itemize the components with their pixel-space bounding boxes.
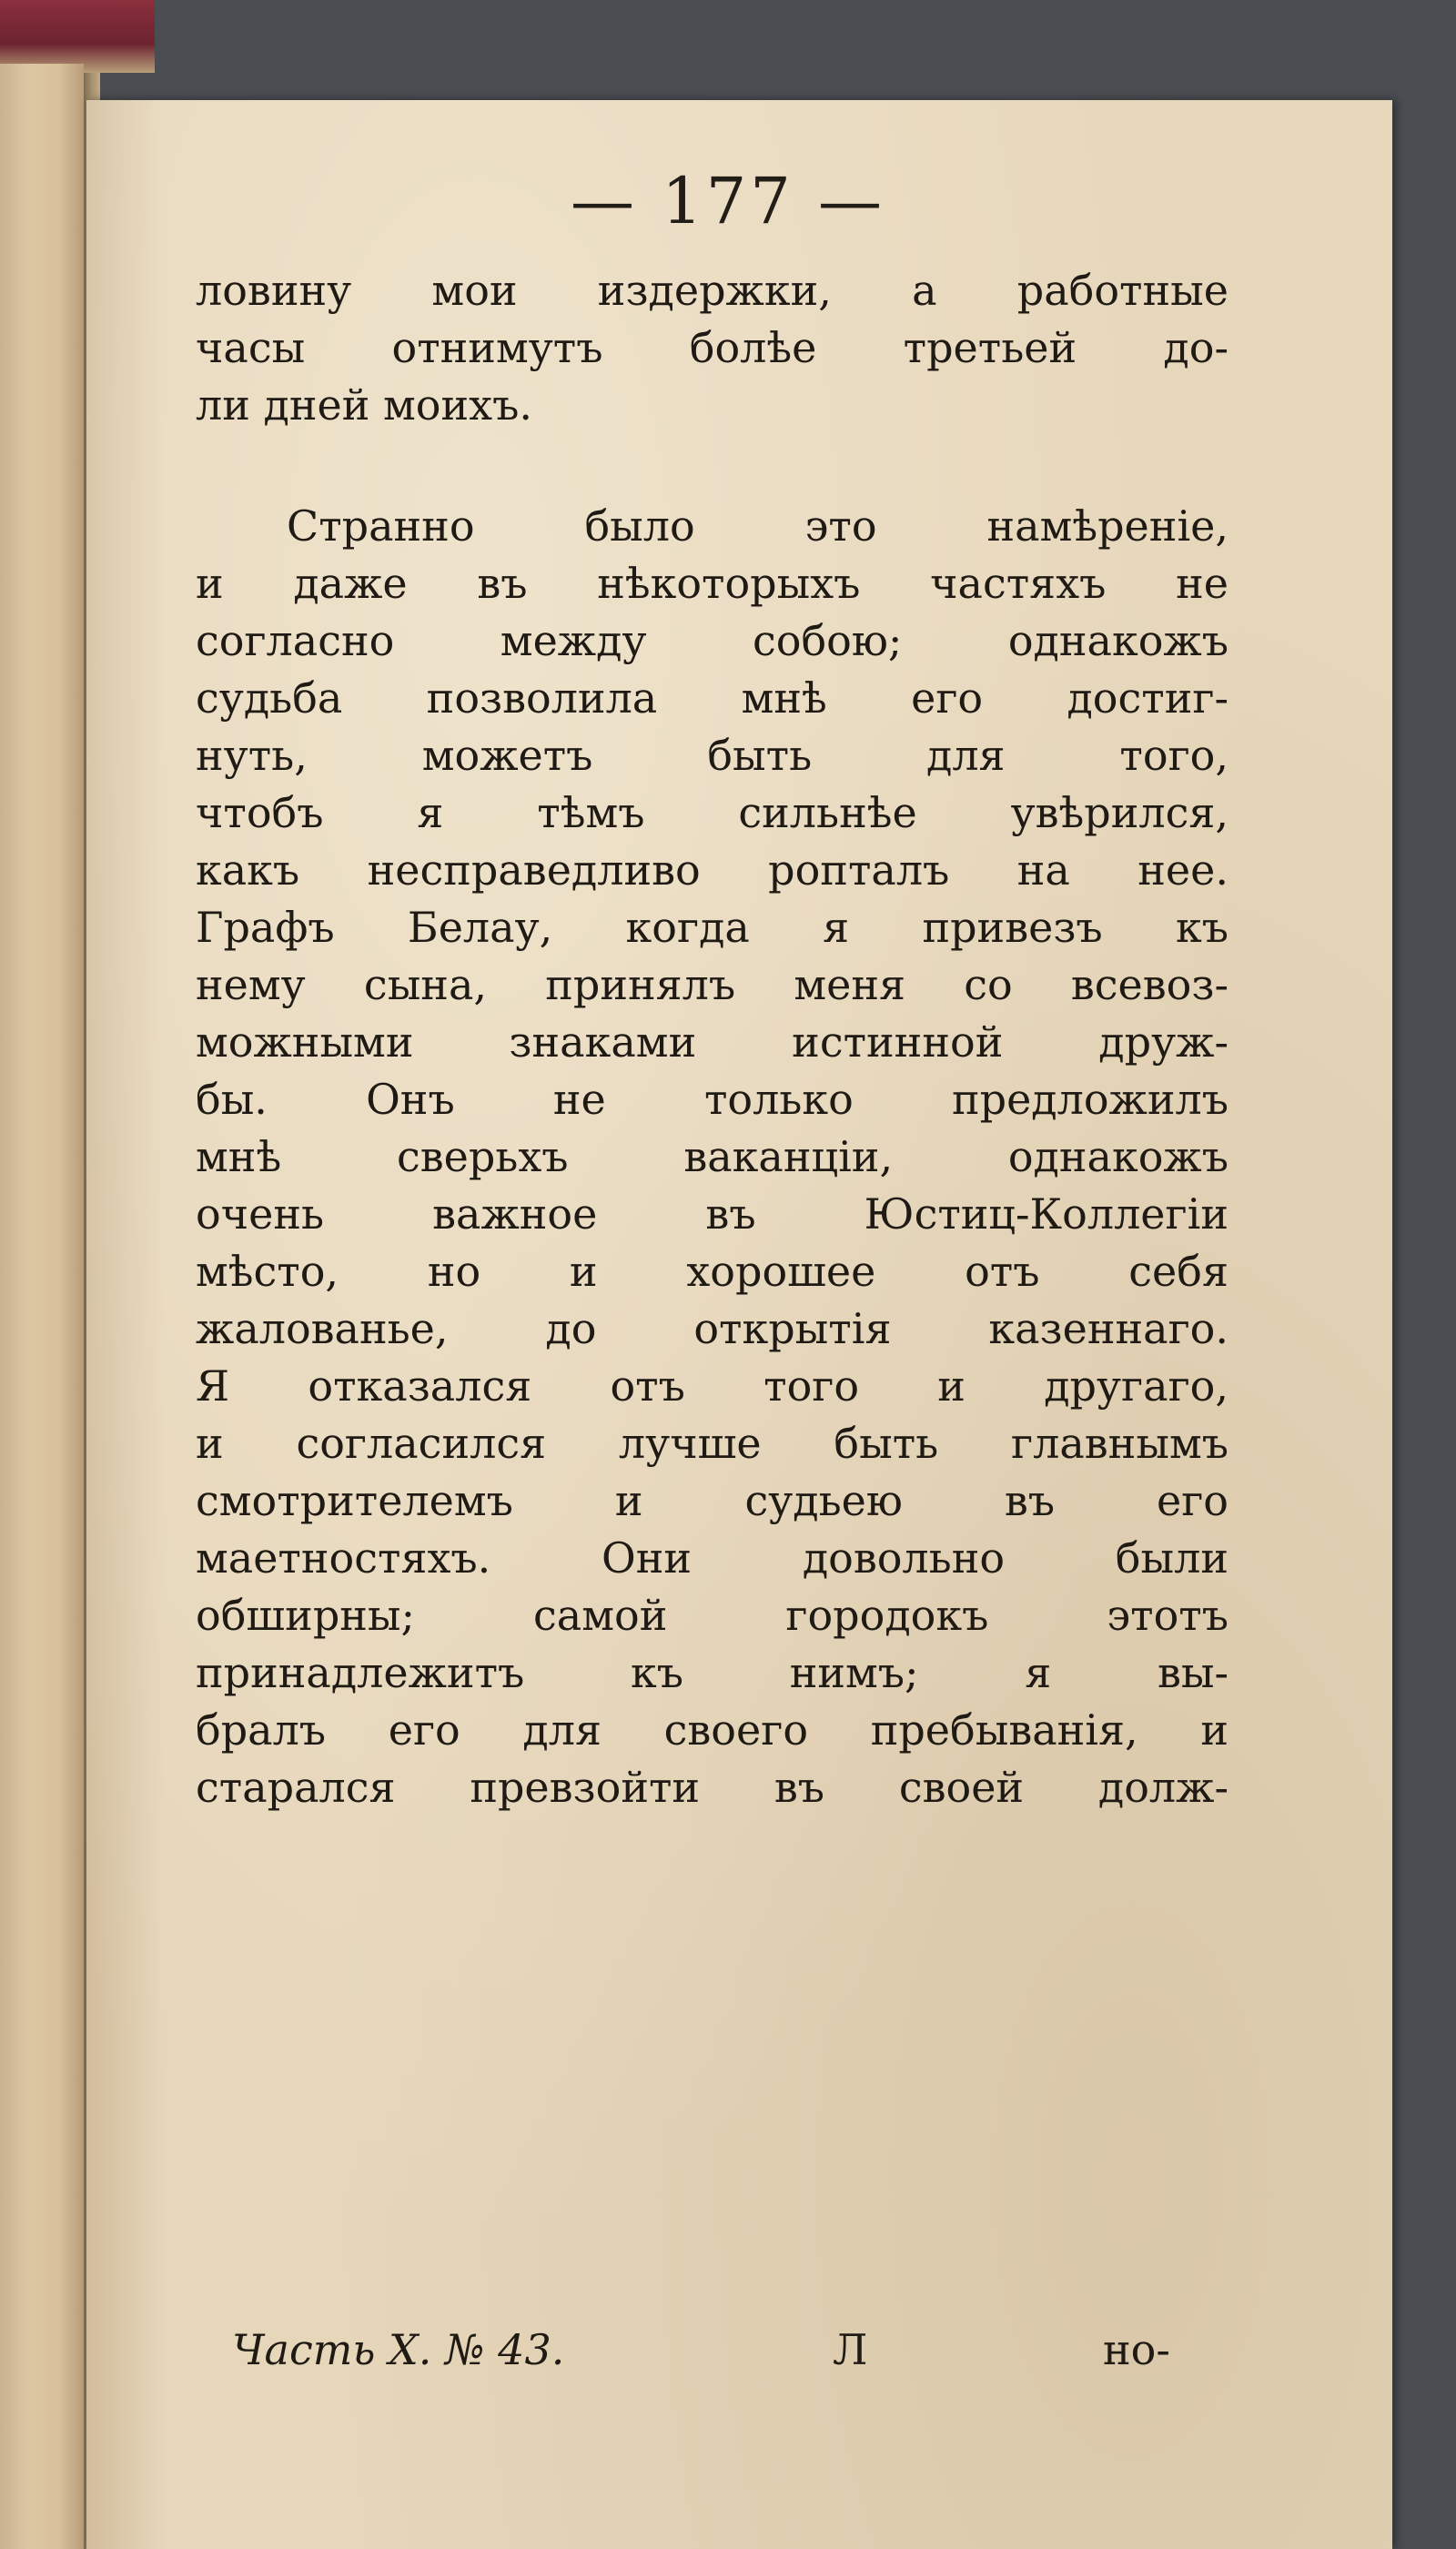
text-line: чтобъ я тѣмъ сильнѣе увѣрился, <box>196 788 1228 837</box>
text-line: маетностяхъ. Они довольно были <box>196 1533 1228 1583</box>
text-line: нуть, можетъ быть для того, <box>196 731 1228 780</box>
text-line: старался превзойти въ своей долж- <box>196 1763 1228 1812</box>
text-line: и согласился лучше быть главнымъ <box>196 1419 1228 1468</box>
text-line: Я отказался отъ того и другаго, <box>196 1361 1228 1411</box>
signature-part-number: Часть X. № 43. <box>232 2325 565 2374</box>
text-line: Графъ Белау, когда я привезъ къ <box>196 903 1228 952</box>
text-line: судьба позволила мнѣ его достиг- <box>196 673 1228 723</box>
text-line: можными знаками истинной друж- <box>196 1017 1228 1067</box>
text-line: смотрителемъ и судьею въ его <box>196 1476 1228 1525</box>
signature-mark: Л <box>833 2325 868 2374</box>
text-line: очень важное въ Юстиц-Коллегіи <box>196 1189 1228 1239</box>
text-line: бралъ его для своего пребыванія, и <box>196 1705 1228 1755</box>
text-line: обширны; самой городокъ этотъ <box>196 1591 1228 1640</box>
text-line: и даже въ нѣкоторыхъ частяхъ не <box>196 559 1228 608</box>
paragraph-gap <box>196 434 1228 498</box>
text-line: ловину мои издержки, а работные <box>196 266 1228 315</box>
previous-page-edge <box>0 64 84 2549</box>
text-line: мѣсто, но и хорошее отъ себя <box>196 1247 1228 1296</box>
page-body-text <box>196 262 1228 1816</box>
previous-page-top-edge <box>0 0 155 73</box>
text-line: принадлежитъ къ нимъ; я вы- <box>196 1648 1228 1697</box>
text-line: согласно между собою; однакожъ <box>196 616 1228 665</box>
text-line: часы отнимутъ болѣе третьей до- <box>196 323 1228 372</box>
page-number: — 177 — <box>570 164 886 238</box>
text-line: бы. Онъ не только предложилъ <box>196 1075 1228 1124</box>
text-line: какъ несправедливо ропталъ на нее. <box>196 845 1228 895</box>
text-line: мнѣ сверьхъ ваканціи, однакожъ <box>196 1132 1228 1181</box>
text-line: жалованье, до открытія казеннаго. <box>196 1304 1228 1353</box>
catchword: но- <box>1103 2325 1170 2374</box>
text-line: Странно было это намѣреніе, <box>287 501 1228 551</box>
text-line: ли дней моихъ. <box>196 380 532 430</box>
text-line: нему сына, принялъ меня со всевоз- <box>196 960 1228 1009</box>
